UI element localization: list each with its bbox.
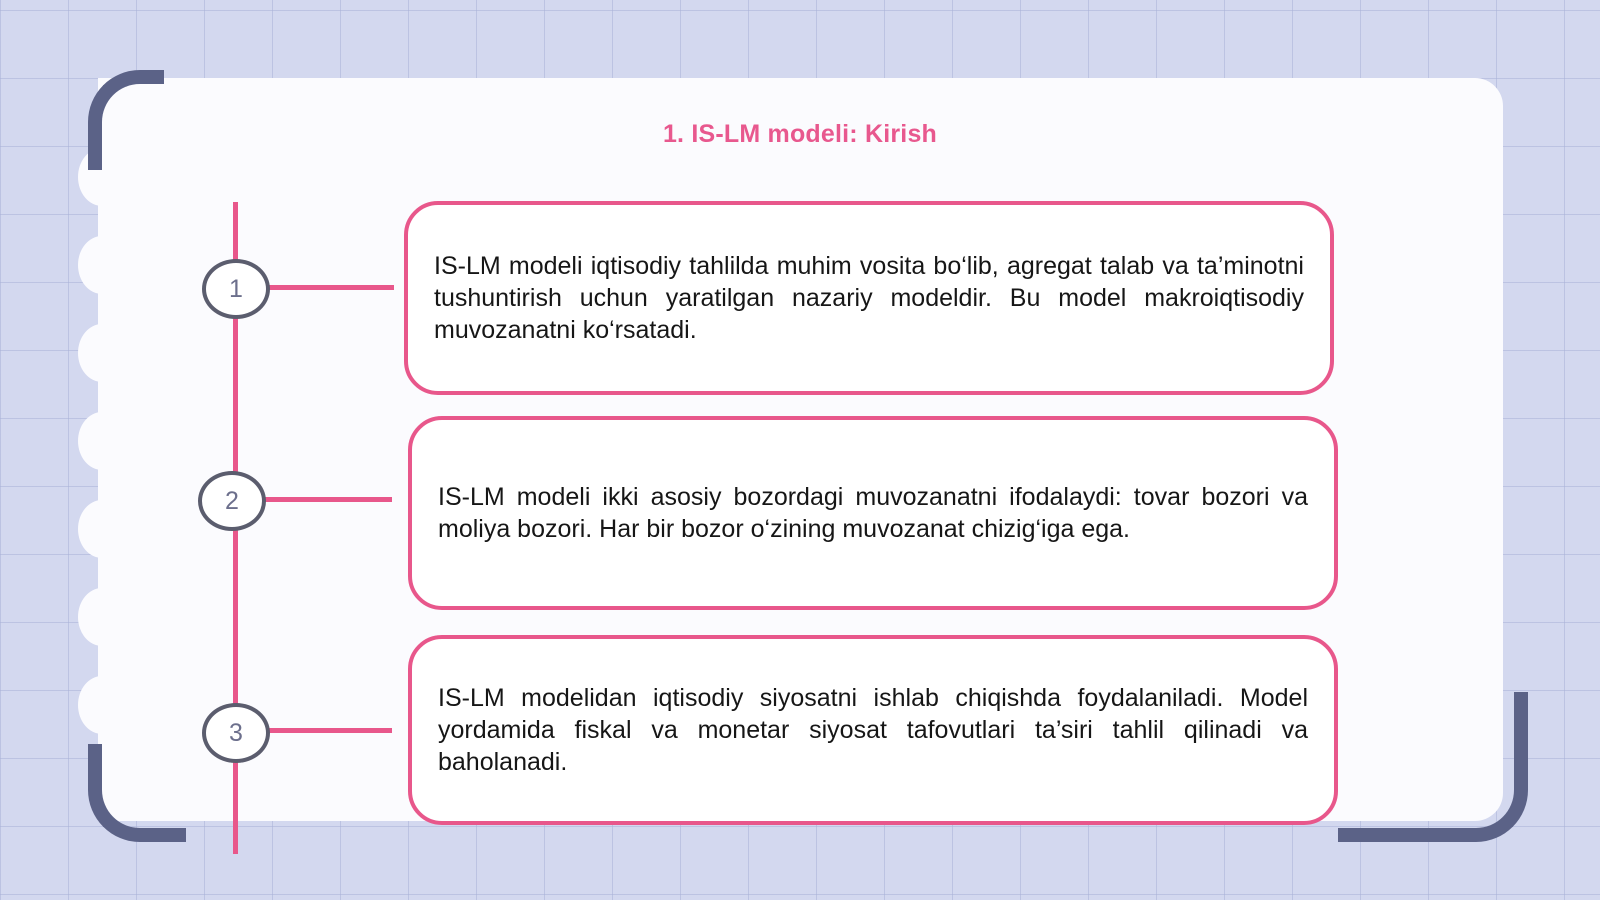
step-2-number: 2	[225, 486, 239, 515]
step-1-box	[404, 201, 1334, 395]
card-scallop	[78, 500, 126, 558]
step-1-number: 1	[229, 274, 243, 303]
corner-bracket-bottom-right	[1338, 692, 1528, 842]
card-scallop	[78, 676, 126, 734]
card-scallop	[78, 588, 126, 646]
step-3-connector	[266, 728, 392, 733]
step-1-number-badge	[202, 259, 270, 319]
card-scallop	[78, 324, 126, 382]
step-3-box	[408, 635, 1338, 825]
step-2-connector	[262, 497, 392, 502]
card-scallop	[78, 236, 126, 294]
step-2-text: IS-LM modeli ikki asosiy bozordagi muvozanatni ifodalaydi: tovar bozori va moliya bozori. Har bir bozor o‘zining muvozanat chizig‘iga ega.	[438, 483, 1308, 543]
step-2-number-badge	[198, 471, 266, 531]
corner-bracket-bottom-left	[88, 744, 186, 842]
step-1-connector	[266, 285, 394, 290]
step-3-number-badge	[202, 703, 270, 763]
slide-title: 1. IS-LM modeli: Kirish	[662, 120, 938, 148]
card-scallop	[78, 412, 126, 470]
step-1-text: IS-LM modeli iqtisodiy tahlilda muhim vosita bo‘lib, agregat talab va ta’minotni tushuntirish uchun yaratilgan nazariy modeldir. Bu model makroiqtisodiy muvozanatni ko‘rsatadi.	[434, 252, 1304, 344]
step-3-text: IS-LM modelidan iqtisodiy siyosatni ishlab chiqishda foydalaniladi. Model yordamida fiskal va monetar siyosat tafovutlari ta’siri tahlil qilinadi va baholanadi.	[438, 684, 1308, 776]
step-2-box	[408, 416, 1338, 610]
step-3-number: 3	[229, 718, 243, 747]
